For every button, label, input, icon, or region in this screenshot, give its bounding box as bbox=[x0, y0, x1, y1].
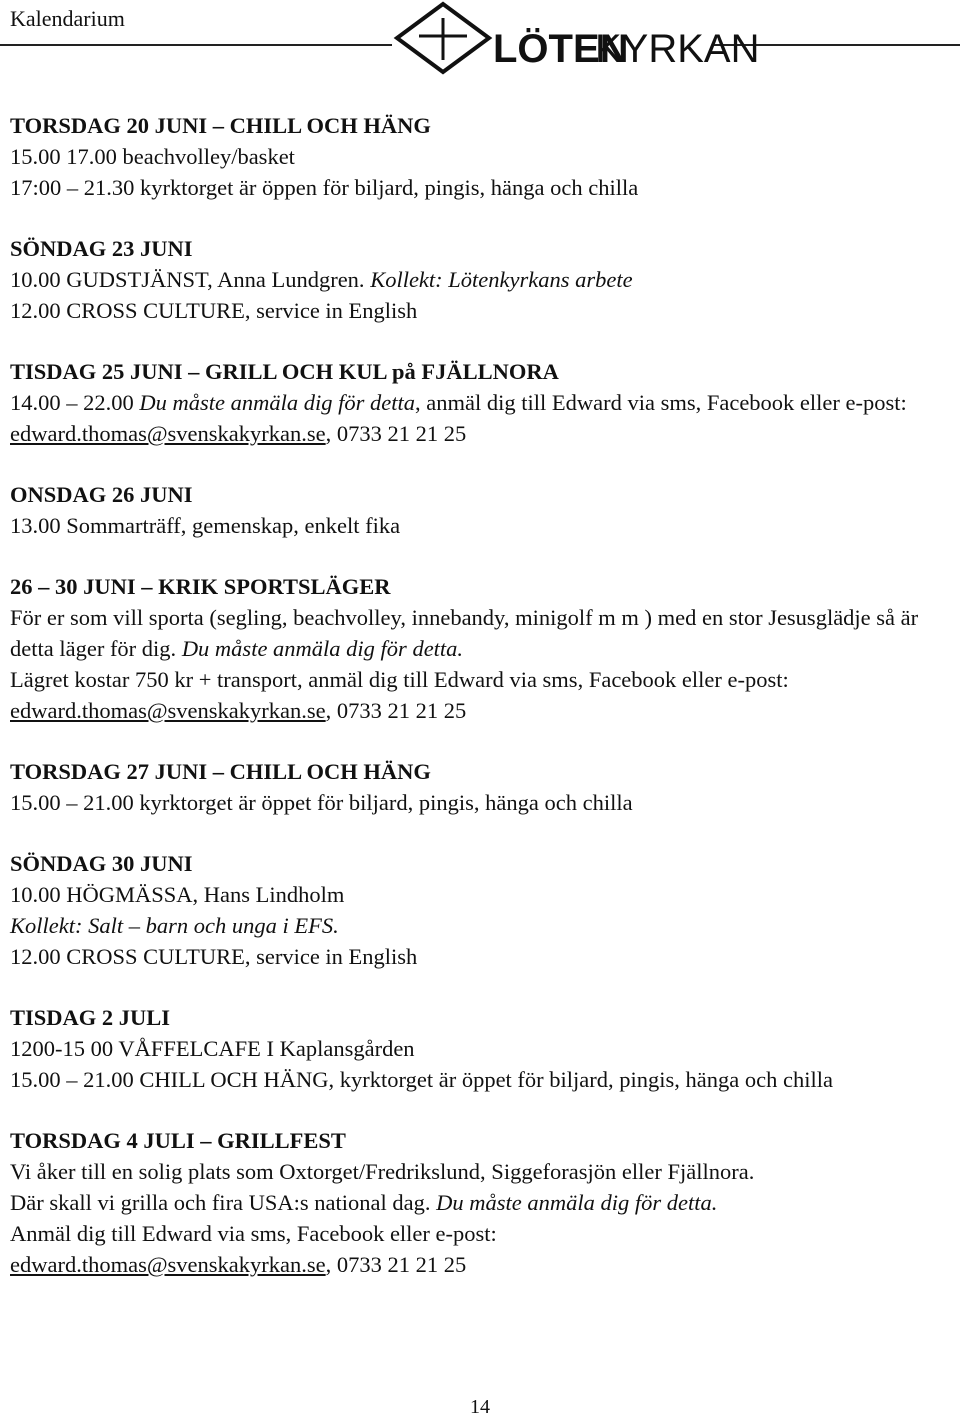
event-heading: SÖNDAG 30 JUNI bbox=[10, 851, 193, 876]
event-4 bbox=[10, 479, 950, 541]
event-line: 15.00 – 21.00 kyrktorget är öppet för biljard, pingis, hänga och chilla bbox=[10, 790, 633, 815]
event-paragraph bbox=[10, 387, 950, 449]
email-link[interactable]: edward.thomas@svenskakyrkan.se bbox=[10, 698, 326, 723]
event-line: 10.00 HÖGMÄSSA, Hans Lindholm bbox=[10, 882, 345, 907]
logo-text-light: KYRKAN bbox=[595, 27, 760, 71]
event-heading: ONSDAG 26 JUNI bbox=[10, 482, 193, 507]
calendar-content bbox=[10, 110, 950, 1310]
registration-note: Du måste anmäla dig för detta. bbox=[181, 636, 464, 661]
event-1 bbox=[10, 110, 950, 203]
page-number: 14 bbox=[470, 1396, 490, 1418]
event-line: 12.00 CROSS CULTURE, service in English bbox=[10, 944, 418, 969]
phone-number: , 0733 21 21 25 bbox=[325, 698, 467, 723]
section-title: Kalendarium bbox=[10, 6, 125, 31]
event-text: , anmäl dig till Edward via sms, Facebook eller e-post: bbox=[415, 390, 907, 415]
event-line: 13.00 Sommarträff, gemenskap, enkelt fika bbox=[10, 513, 401, 538]
event-line bbox=[10, 264, 950, 295]
header-rule-left bbox=[0, 44, 392, 46]
collection-note: Kollekt: Salt – barn och unga i EFS. bbox=[10, 913, 339, 938]
registration-note: Du måste anmäla dig för detta. bbox=[436, 1190, 718, 1215]
cross-emblem-icon bbox=[397, 4, 489, 72]
event-line: 1200-15 00 VÅFFELCAFE I Kaplansgården bbox=[10, 1036, 415, 1061]
event-heading: SÖNDAG 23 JUNI bbox=[10, 236, 193, 261]
event-9 bbox=[10, 1125, 950, 1280]
event-text: 10.00 GUDSTJÄNST, Anna Lundgren. bbox=[10, 267, 371, 292]
event-text: För er som vill sporta (segling, beachvolley, innebandy, minigolf m m ) med en stor Jesusglädje så är detta läger för dig. bbox=[10, 605, 919, 661]
phone-number: , 0733 21 21 25 bbox=[325, 421, 467, 446]
event-line: 15.00 – 21.00 CHILL OCH HÄNG, kyrktorget är öppet för biljard, pingis, hänga och chilla bbox=[10, 1067, 833, 1092]
event-5 bbox=[10, 571, 950, 726]
church-logo bbox=[385, 2, 760, 74]
event-line: 12.00 CROSS CULTURE, service in English bbox=[10, 298, 418, 323]
event-7 bbox=[10, 848, 950, 972]
event-text: 14.00 – 22.00 bbox=[10, 390, 140, 415]
email-link[interactable]: edward.thomas@svenskakyrkan.se bbox=[10, 1252, 326, 1277]
event-line: 17:00 – 21.30 kyrktorget är öppen för biljard, pingis, hänga och chilla bbox=[10, 175, 639, 200]
event-6 bbox=[10, 756, 950, 818]
event-paragraph bbox=[10, 602, 950, 664]
event-heading: TORSDAG 4 JULI – GRILLFEST bbox=[10, 1128, 346, 1153]
event-heading: TISDAG 25 JUNI – GRILL OCH KUL på FJÄLLNORA bbox=[10, 359, 559, 384]
collection-note: Kollekt: Lötenkyrkans arbete bbox=[370, 267, 633, 292]
event-text: Lägret kostar 750 kr + transport, anmäl dig till Edward via sms, Facebook eller e-post: bbox=[10, 667, 789, 692]
event-line bbox=[10, 1187, 950, 1218]
event-heading: TORSDAG 20 JUNI – CHILL OCH HÄNG bbox=[10, 113, 431, 138]
event-line: Vi åker till en solig plats som Oxtorget/Fredrikslund, Siggeforasjön eller Fjällnora. bbox=[10, 1159, 755, 1184]
event-8 bbox=[10, 1002, 950, 1095]
event-line: 15.00 17.00 beachvolley/basket bbox=[10, 144, 295, 169]
event-line: Anmäl dig till Edward via sms, Facebook eller e-post: bbox=[10, 1221, 497, 1246]
phone-number: , 0733 21 21 25 bbox=[325, 1252, 467, 1277]
event-heading: TORSDAG 27 JUNI – CHILL OCH HÄNG bbox=[10, 759, 431, 784]
event-heading: TISDAG 2 JULI bbox=[10, 1005, 171, 1030]
email-link[interactable]: edward.thomas@svenskakyrkan.se bbox=[10, 421, 326, 446]
event-line bbox=[10, 1249, 950, 1280]
event-3 bbox=[10, 356, 950, 449]
logo-text-bold: LÖTEN bbox=[493, 27, 629, 71]
event-text: Där skall vi grilla och fira USA:s national dag. bbox=[10, 1190, 437, 1215]
event-paragraph bbox=[10, 664, 950, 726]
event-2 bbox=[10, 233, 950, 326]
registration-note: Du måste anmäla dig för detta bbox=[139, 390, 415, 415]
event-heading: 26 – 30 JUNI – KRIK SPORTSLÄGER bbox=[10, 574, 391, 599]
